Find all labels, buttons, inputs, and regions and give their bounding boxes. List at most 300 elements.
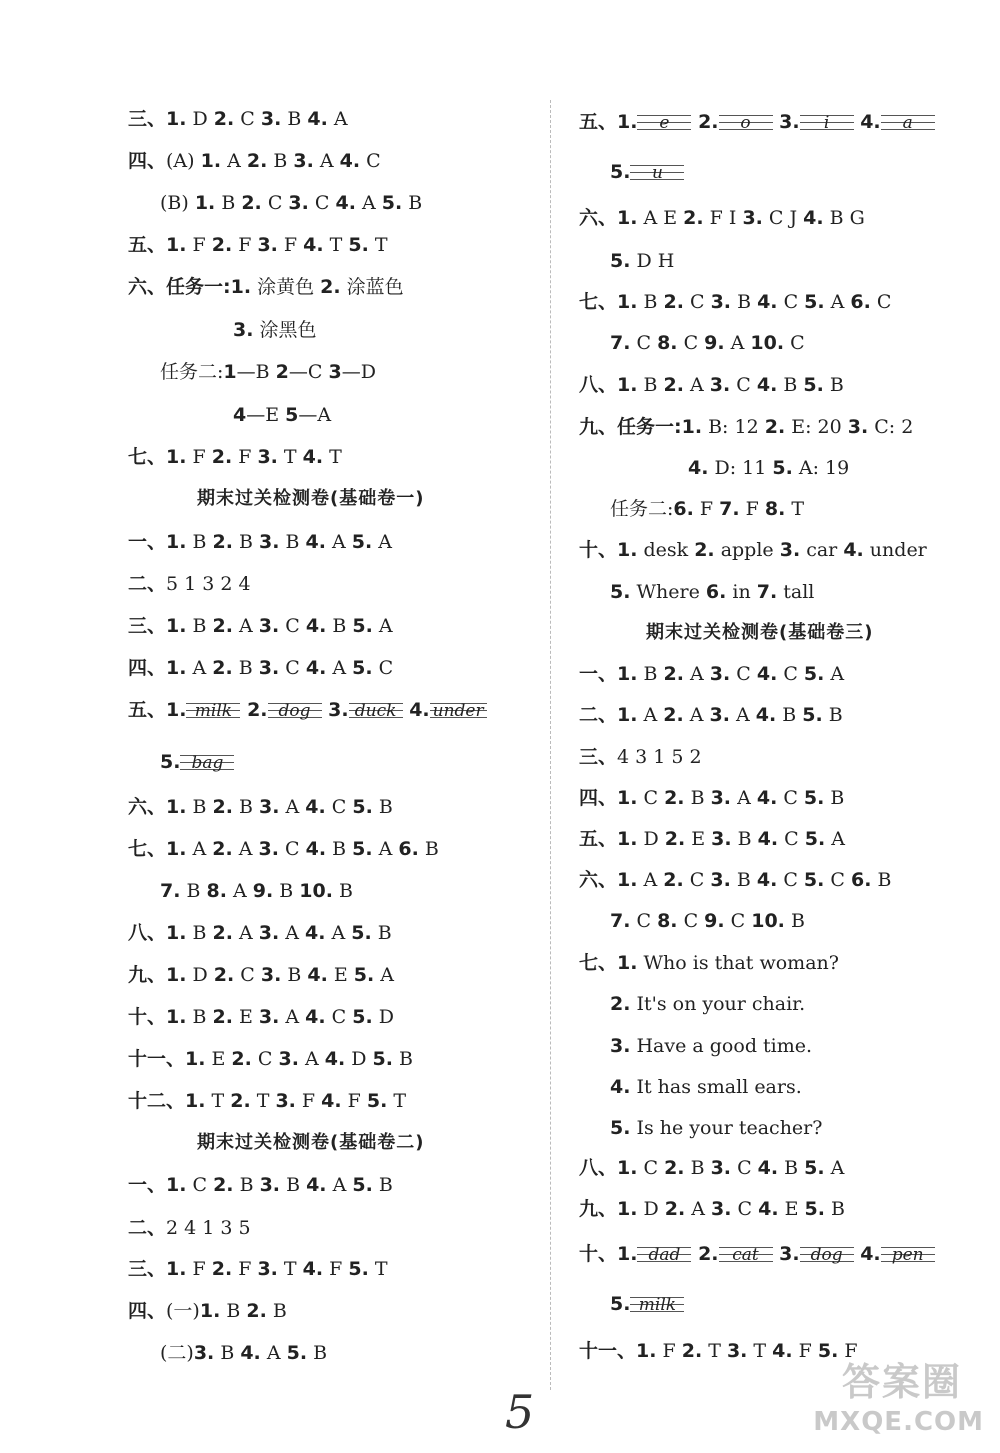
answer-text: A xyxy=(232,922,259,944)
question-number: 2. xyxy=(681,1340,703,1362)
answer-line xyxy=(128,698,487,722)
question-number: 4. xyxy=(758,1198,779,1220)
question-number: 2. xyxy=(241,192,262,214)
answer-text: T xyxy=(323,234,349,256)
answer-text: —C xyxy=(288,361,329,383)
question-number: 3. xyxy=(258,1006,280,1028)
question-number: 3. xyxy=(321,699,349,721)
question-number: 3. xyxy=(278,1048,299,1070)
question-number: 7. xyxy=(719,498,740,520)
question-number: 2. xyxy=(212,838,233,860)
question-number: 5. xyxy=(610,1117,631,1139)
answer-text: A xyxy=(313,150,340,172)
answer-text: A xyxy=(685,1198,712,1220)
answer-text: tall xyxy=(777,581,815,603)
question-number: 3. xyxy=(257,1258,278,1280)
question-number: 1. xyxy=(199,1300,221,1322)
question-number: 5. xyxy=(352,1006,373,1028)
question-number: 5. xyxy=(160,751,181,773)
answer-text: 任务二: xyxy=(160,361,224,383)
question-number: 六、1. xyxy=(128,796,187,818)
question-number: 2. xyxy=(663,291,684,313)
question-number: 三、1. xyxy=(128,1258,187,1280)
answer-line xyxy=(128,1047,413,1071)
answer-text: C xyxy=(683,291,711,313)
question-number: 七、1. xyxy=(128,838,187,860)
question-number: 4 xyxy=(233,404,247,426)
answer-text: —A xyxy=(298,404,332,426)
question-number: 2. xyxy=(610,993,631,1015)
question-number: 3. xyxy=(257,446,278,468)
question-number: 2. xyxy=(663,374,684,396)
answer-text: C: 2 xyxy=(868,416,914,438)
answer-text: C xyxy=(234,108,261,130)
question-number: 2. xyxy=(211,234,233,256)
answer-text: B xyxy=(307,1342,328,1364)
question-number: 3. xyxy=(258,922,280,944)
question-number: 十一、1. xyxy=(579,1340,657,1362)
question-number: 2. xyxy=(764,416,786,438)
question-number: 4. xyxy=(803,207,824,229)
question-number: 4. xyxy=(305,838,327,860)
answer-text: F xyxy=(232,446,258,468)
answer-text: A xyxy=(374,964,394,986)
question-number: 6. xyxy=(398,838,419,860)
answer-text: in xyxy=(726,581,757,603)
answer-line xyxy=(579,110,935,134)
answer-text: A xyxy=(226,880,253,902)
question-number: 3. xyxy=(233,319,254,341)
question-number: 4. xyxy=(305,657,327,679)
answer-text: B xyxy=(180,880,207,902)
question-number: 4. xyxy=(402,699,430,721)
answer-line xyxy=(610,160,684,184)
question-number: 9. xyxy=(252,880,274,902)
answer-text: B xyxy=(281,964,308,986)
answer-text: desk xyxy=(637,539,695,561)
question-number: 4. xyxy=(772,1340,793,1362)
answer-text: under xyxy=(863,539,927,561)
answer-text: B xyxy=(186,796,213,818)
question-number: 4. xyxy=(306,1174,327,1196)
answer-text: B xyxy=(280,1174,307,1196)
answer-text: C xyxy=(637,787,665,809)
answer-line xyxy=(160,750,234,774)
answer-line xyxy=(128,795,393,819)
answer-text: A xyxy=(825,828,845,850)
question-number: 5. xyxy=(804,1157,825,1179)
watermark xyxy=(802,1351,992,1437)
question-number: 4. xyxy=(305,922,326,944)
answer-text: C xyxy=(630,332,658,354)
question-number: 十、1. xyxy=(579,539,638,561)
handwriting-answer: dog xyxy=(268,700,322,722)
handwriting-answer: u xyxy=(630,162,684,184)
question-number: 一、1. xyxy=(128,1174,187,1196)
section-title: 期末过关检测卷(基础卷一) xyxy=(197,488,425,509)
question-number: 3. xyxy=(710,1157,732,1179)
answer-text: T xyxy=(785,498,805,520)
question-number: 八、1. xyxy=(579,374,638,396)
question-number: 2. xyxy=(664,1198,686,1220)
answer-text: It's on your chair. xyxy=(630,993,806,1015)
question-number: 2. xyxy=(663,704,684,726)
question-number: 5. xyxy=(353,964,375,986)
question-number: 4. xyxy=(302,446,324,468)
answer-line xyxy=(579,745,702,769)
answer-text: A xyxy=(325,922,352,944)
answer-line xyxy=(579,290,891,314)
question-number: 2. xyxy=(246,1300,267,1322)
answer-line xyxy=(579,1156,844,1180)
answer-text: C xyxy=(824,869,851,891)
answer-text: A xyxy=(279,796,306,818)
answer-line xyxy=(128,1216,251,1240)
answer-line xyxy=(233,318,317,342)
question-number: 2. xyxy=(246,150,268,172)
answer-text: Have a good time. xyxy=(630,1035,813,1057)
answer-text: A xyxy=(724,332,751,354)
answer-text: C xyxy=(278,838,306,860)
answer-line xyxy=(128,1173,393,1197)
question-number: 4. xyxy=(853,111,881,133)
question-number: 5. xyxy=(803,374,824,396)
question-number: 3. xyxy=(259,796,280,818)
question-number: 5. xyxy=(772,457,793,479)
question-number: 5. xyxy=(610,250,631,272)
question-number: 6. xyxy=(673,498,694,520)
answer-text: F xyxy=(232,1258,258,1280)
answer-text: C xyxy=(360,150,381,172)
handwriting-answer: dog xyxy=(800,1244,854,1266)
answer-line xyxy=(128,1005,394,1029)
question-number: 4. xyxy=(240,1342,261,1364)
question-number: 十、1. xyxy=(579,1243,638,1265)
answer-text: A xyxy=(355,192,382,214)
answer-text: A xyxy=(824,1157,845,1179)
answer-text: —D xyxy=(341,361,376,383)
answer-text: C xyxy=(777,787,804,809)
answer-line xyxy=(579,415,913,439)
question-number: 五、1. xyxy=(128,699,187,721)
question-number: 2. xyxy=(212,657,233,679)
answer-text: 涂黄色 xyxy=(251,276,321,298)
question-number: 4. xyxy=(324,1048,346,1070)
answer-text: 4 3 1 5 2 xyxy=(617,746,702,768)
question-number: 1. xyxy=(194,192,216,214)
question-number: 5. xyxy=(351,922,372,944)
answer-line xyxy=(610,909,805,933)
question-number: 8. xyxy=(764,498,786,520)
answer-line xyxy=(688,456,849,480)
question-number: 3. xyxy=(258,838,279,860)
answer-line xyxy=(610,331,805,355)
answer-text: B xyxy=(326,838,353,860)
question-number: 4. xyxy=(339,150,361,172)
answer-text: B xyxy=(215,192,242,214)
question-number: 5. xyxy=(352,838,373,860)
answer-text: B: 12 xyxy=(702,416,765,438)
answer-line xyxy=(128,275,404,299)
answer-text: B xyxy=(279,531,306,553)
question-number: 九、1. xyxy=(128,964,187,986)
answer-text: E xyxy=(778,1198,805,1220)
answer-text: C xyxy=(777,869,804,891)
answer-text: A xyxy=(824,663,845,685)
question-number: 5. xyxy=(366,1090,388,1112)
question-number: 2. xyxy=(212,1006,233,1028)
question-number: 十、1. xyxy=(128,1006,187,1028)
answer-text: B xyxy=(332,880,353,902)
answer-text: A xyxy=(372,615,393,637)
answer-text: T xyxy=(368,1258,388,1280)
answer-text: F I xyxy=(703,207,743,229)
answer-text: B xyxy=(392,1048,413,1070)
answer-text: E xyxy=(232,1006,259,1028)
question-number: 3. xyxy=(709,663,731,685)
answer-text: C xyxy=(730,663,757,685)
question-number: 2. xyxy=(664,787,685,809)
answer-text: B xyxy=(266,1300,287,1322)
question-number: 2. xyxy=(212,796,233,818)
question-number: 5 xyxy=(285,404,299,426)
answer-text: B xyxy=(823,374,844,396)
answer-line xyxy=(579,868,891,892)
answer-text: B xyxy=(371,922,392,944)
handwriting-answer: bag xyxy=(180,752,234,774)
answer-text: B xyxy=(273,880,300,902)
question-number: 七、1. xyxy=(579,291,638,313)
answer-text: B xyxy=(776,704,803,726)
handwriting-answer: under xyxy=(430,700,487,722)
question-number: 4. xyxy=(756,787,778,809)
question-number: 4. xyxy=(843,539,864,561)
answer-text: apple xyxy=(714,539,780,561)
answer-line xyxy=(579,951,839,975)
answer-text: B xyxy=(778,1157,805,1179)
answer-text: C xyxy=(308,192,336,214)
question-number: 3. xyxy=(711,828,732,850)
answer-line xyxy=(128,837,439,861)
question-number: 3. xyxy=(726,1340,748,1362)
answer-text: (一) xyxy=(166,1300,200,1322)
answer-line xyxy=(128,149,381,173)
answer-text: A xyxy=(637,704,664,726)
answer-text: F xyxy=(693,498,720,520)
answer-text: A xyxy=(683,704,710,726)
answer-text: A xyxy=(221,150,247,172)
question-number: 4. xyxy=(303,234,324,256)
answer-line xyxy=(233,403,331,427)
answer-text: T xyxy=(702,1340,727,1362)
question-number: 4. xyxy=(321,1090,342,1112)
answer-text: A xyxy=(298,1048,325,1070)
question-number: 4. xyxy=(610,1076,631,1098)
handwriting-answer: o xyxy=(719,112,773,134)
answer-line xyxy=(128,614,393,638)
handwriting-answer: cat xyxy=(719,1244,773,1266)
answer-text: C xyxy=(677,332,705,354)
answer-text: B xyxy=(777,374,804,396)
question-number: 2. xyxy=(211,446,233,468)
question-number: 5. xyxy=(352,657,373,679)
question-number: 5. xyxy=(348,234,369,256)
question-number: 二、 xyxy=(128,573,167,595)
answer-text: C xyxy=(777,291,805,313)
question-number: 四、1. xyxy=(128,657,187,679)
handwriting-answer: dad xyxy=(637,1244,691,1266)
answer-line xyxy=(610,1034,812,1058)
answer-text: C xyxy=(372,657,394,679)
answer-text: C xyxy=(731,1157,758,1179)
answer-text: C xyxy=(325,796,353,818)
question-number: 3. xyxy=(260,964,282,986)
question-number: 4. xyxy=(757,1157,779,1179)
question-number: 3. xyxy=(293,150,314,172)
answer-line xyxy=(160,360,376,384)
answer-text: B xyxy=(232,531,259,553)
question-number: 一、1. xyxy=(128,531,187,553)
question-number: 4. xyxy=(688,457,709,479)
question-number: 二、1. xyxy=(579,704,638,726)
answer-line xyxy=(579,538,927,562)
answer-text: 2 4 1 3 5 xyxy=(166,1217,251,1239)
answer-line xyxy=(579,1197,845,1221)
question-number: 3. xyxy=(257,234,278,256)
question-number: 1 xyxy=(223,361,237,383)
question-number: 4. xyxy=(756,374,778,396)
question-number: 5. xyxy=(352,796,373,818)
answer-text: E xyxy=(685,828,712,850)
answer-text: A xyxy=(326,657,353,679)
answer-text: C xyxy=(637,1157,665,1179)
answer-text: D H xyxy=(630,250,675,272)
answer-text: C xyxy=(279,615,306,637)
answer-line xyxy=(579,206,865,230)
column-divider xyxy=(550,100,551,1390)
answer-line xyxy=(128,1299,287,1323)
answer-text: C xyxy=(784,332,805,354)
answer-text: F xyxy=(186,446,212,468)
answer-text: T xyxy=(205,1090,231,1112)
question-number: 9. xyxy=(704,910,725,932)
question-number: 2. xyxy=(213,1174,234,1196)
answer-text: B xyxy=(326,615,353,637)
question-number: 2. xyxy=(213,108,235,130)
question-number: 六、任务一:1. xyxy=(128,276,252,298)
answer-text: B xyxy=(418,838,439,860)
question-number: 七、1. xyxy=(128,446,187,468)
answer-text: —E xyxy=(246,404,286,426)
question-number: 5. xyxy=(817,1340,839,1362)
answer-line xyxy=(128,530,392,554)
answer-text: B xyxy=(267,150,294,172)
answer-text: C xyxy=(730,374,757,396)
question-number: 4. xyxy=(302,1258,324,1280)
question-number: 3. xyxy=(259,1174,281,1196)
question-number: 2. xyxy=(694,539,715,561)
answer-text: A xyxy=(186,838,213,860)
answer-text: 任务二: xyxy=(610,498,674,520)
answer-text: F xyxy=(323,1258,349,1280)
answer-text: C xyxy=(279,657,306,679)
answer-text: B xyxy=(372,1174,393,1196)
question-number: 3. xyxy=(258,657,280,679)
answer-line xyxy=(610,1075,802,1099)
answer-text: C xyxy=(630,910,658,932)
question-number: 5. xyxy=(803,663,825,685)
question-number: 5. xyxy=(610,581,631,603)
question-number: 七、1. xyxy=(579,952,638,974)
question-number: 5. xyxy=(351,531,373,553)
question-number: 2. xyxy=(212,531,233,553)
question-number: 四、 xyxy=(128,150,167,172)
question-number: 4. xyxy=(307,964,328,986)
answer-text: (A) xyxy=(166,150,201,172)
answer-text: T xyxy=(277,1258,303,1280)
answer-text: D xyxy=(345,1048,373,1070)
question-number: 3. xyxy=(779,539,801,561)
answer-text: E xyxy=(205,1048,232,1070)
question-number: 2. xyxy=(231,1048,252,1070)
question-number: 五、1. xyxy=(128,234,187,256)
answer-line xyxy=(128,107,348,131)
question-number: 6. xyxy=(705,581,727,603)
question-number: 10. xyxy=(750,332,785,354)
question-number: 3. xyxy=(772,111,800,133)
question-number: 9. xyxy=(704,332,725,354)
question-number: 2. xyxy=(212,922,233,944)
answer-text: A xyxy=(372,531,392,553)
answer-text: Is he your teacher? xyxy=(630,1117,823,1139)
answer-line xyxy=(579,827,845,851)
question-number: 八、1. xyxy=(579,1157,638,1179)
answer-text: F xyxy=(186,234,212,256)
answer-text: C J xyxy=(762,207,804,229)
answer-text: A xyxy=(326,1174,353,1196)
question-number: 2. xyxy=(664,828,686,850)
handwriting-answer: e xyxy=(637,112,691,134)
answer-text: F xyxy=(739,498,765,520)
answer-line xyxy=(128,1257,388,1281)
answer-line xyxy=(128,1089,406,1113)
answer-line xyxy=(128,656,393,680)
answer-text: C xyxy=(251,1048,279,1070)
answer-text: (二) xyxy=(160,1342,194,1364)
answer-line xyxy=(128,233,388,257)
answer-text: B xyxy=(684,1157,711,1179)
answer-line xyxy=(610,1292,684,1316)
question-number: 5. xyxy=(286,1342,308,1364)
question-number: 2. xyxy=(230,1090,251,1112)
question-number: 六、1. xyxy=(579,207,638,229)
answer-text: 5 1 3 2 4 xyxy=(166,573,251,595)
question-number: 3. xyxy=(288,192,309,214)
answer-text: B G xyxy=(823,207,865,229)
question-number: 2. xyxy=(211,1258,233,1280)
question-number: 5. xyxy=(804,291,825,313)
handwriting-answer: milk xyxy=(186,700,240,722)
section-title: 期末过关检测卷(基础卷三) xyxy=(646,622,874,643)
question-number: 3. xyxy=(258,615,280,637)
answer-text: C xyxy=(777,663,804,685)
answer-text: A xyxy=(232,615,259,637)
question-number: 8. xyxy=(657,332,678,354)
question-number: 10. xyxy=(751,910,785,932)
question-number: 3. xyxy=(610,1035,631,1057)
answer-text: D xyxy=(186,108,214,130)
answer-text: C xyxy=(677,910,705,932)
